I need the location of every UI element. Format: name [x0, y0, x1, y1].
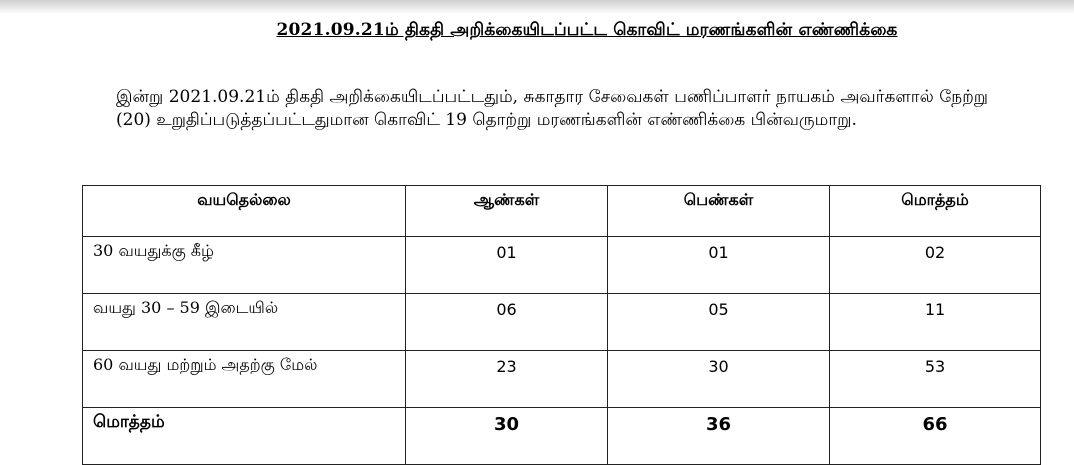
table-header-row: [83, 186, 1041, 237]
table-row: [83, 294, 1041, 351]
header-male: ஆண்கள்: [406, 186, 608, 237]
header-age-range: வயதெல்லை: [83, 186, 406, 237]
male-count-cell: 01: [406, 237, 608, 294]
total-count-cell: 11: [830, 294, 1041, 351]
female-count-cell: 01: [608, 237, 830, 294]
female-count-cell: 30: [608, 351, 830, 408]
header-total: மொத்தம்: [830, 186, 1041, 237]
table-row: [83, 237, 1041, 294]
total-male-cell: 30: [406, 408, 608, 465]
female-count-cell: 05: [608, 294, 830, 351]
table-row: [83, 351, 1041, 408]
age-group-cell: 60 வயது மற்றும் அதற்கு மேல்: [83, 351, 406, 408]
male-count-cell: 23: [406, 351, 608, 408]
table-total-row: [83, 408, 1041, 465]
total-count-cell: 02: [830, 237, 1041, 294]
top-shadow: [0, 0, 1074, 14]
age-group-cell: வயது 30 – 59 இடையில்: [83, 294, 406, 351]
total-female-cell: 36: [608, 408, 830, 465]
male-count-cell: 06: [406, 294, 608, 351]
grand-total-cell: 66: [830, 408, 1041, 465]
age-group-cell: 30 வயதுக்கு கீழ்: [83, 237, 406, 294]
total-label-cell: மொத்தம்: [83, 408, 406, 465]
covid-deaths-table: [82, 185, 1041, 465]
total-count-cell: 53: [830, 351, 1041, 408]
document-title: 2021.09.21ம் திகதி அறிக்கையிடப்பட்ட கொவிட் மரணங்களின் எண்ணிக்கை: [276, 20, 898, 40]
header-female: பெண்கள்: [608, 186, 830, 237]
intro-paragraph: இன்று 2021.09.21ம் திகதி அறிக்கையிடப்பட்டதும், சுகாதார சேவைகள் பணிப்பாளர் நாயகம் அவர்களால் நேற்று (20) உறுதிப்படுத்தப்பட்டதுமான கொவிட் 19 தொற்று மரணங்களின் எண்ணிக்கை பின்வருமாறு.: [116, 87, 988, 130]
